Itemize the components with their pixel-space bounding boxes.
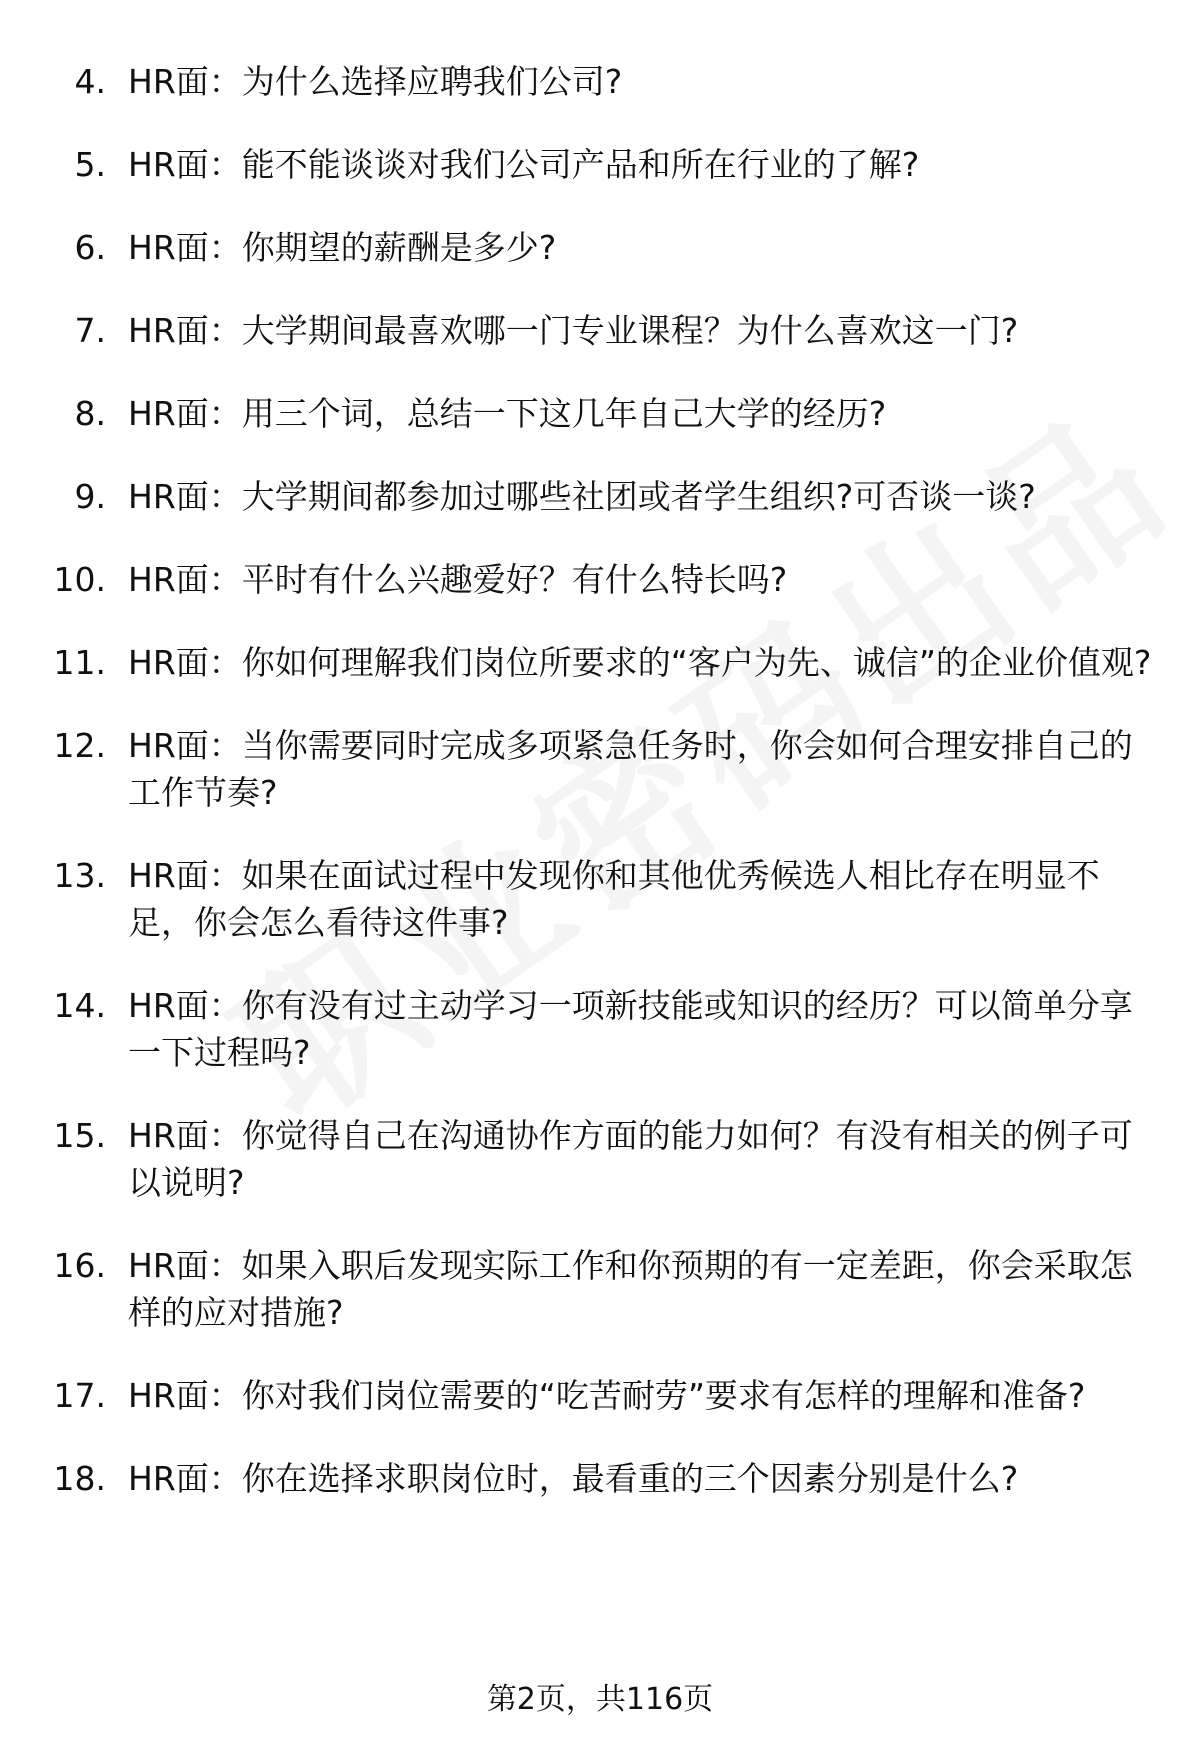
item-number: 15. <box>53 1116 106 1155</box>
item-text: HR面：你有没有过主动学习一项新技能或知识的经历？可以简单分享一下过程吗? <box>128 986 1133 1072</box>
list-item <box>0 390 1200 437</box>
item-text: HR面：你如何理解我们岗位所要求的“客户为先、诚信”的企业价值观? <box>128 643 1152 682</box>
item-number: 16. <box>53 1246 106 1285</box>
list-item <box>0 307 1200 354</box>
item-number: 9. <box>74 477 106 516</box>
item-text: HR面：用三个词，总结一下这几年自己大学的经历? <box>128 394 887 433</box>
list-item <box>0 224 1200 271</box>
item-text: HR面：能不能谈谈对我们公司产品和所在行业的了解? <box>128 145 920 184</box>
item-text: HR面：你在选择求职岗位时，最看重的三个因素分别是什么? <box>128 1459 1019 1498</box>
item-number: 17. <box>53 1376 106 1415</box>
item-text: HR面：大学期间都参加过哪些社团或者学生组织?可否谈一谈? <box>128 477 1036 516</box>
item-number: 5. <box>74 145 106 184</box>
list-item <box>0 58 1200 105</box>
item-text: HR面：为什么选择应聘我们公司? <box>128 62 623 101</box>
item-text: HR面：大学期间最喜欢哪一门专业课程？为什么喜欢这一门? <box>128 311 1019 350</box>
list-item <box>0 1455 1200 1502</box>
list-item <box>0 1112 1200 1206</box>
list-item <box>0 722 1200 816</box>
item-number: 8. <box>74 394 106 433</box>
item-text: HR面：当你需要同时完成多项紧急任务时，你会如何合理安排自己的工作节奏? <box>128 726 1133 812</box>
item-number: 14. <box>53 986 106 1025</box>
list-item <box>0 473 1200 520</box>
item-text: HR面：如果在面试过程中发现你和其他优秀候选人相比存在明显不足，你会怎么看待这件事? <box>128 856 1100 942</box>
item-text: HR面：如果入职后发现实际工作和你预期的有一定差距，你会采取怎样的应对措施? <box>128 1246 1133 1332</box>
list-item <box>0 141 1200 188</box>
item-number: 4. <box>74 62 106 101</box>
question-list <box>0 58 1200 1538</box>
item-number: 18. <box>53 1459 106 1498</box>
page-footer <box>0 1680 1200 1720</box>
page-number: 第2页，共116页 <box>486 1682 714 1717</box>
item-text: HR面：你觉得自己在沟通协作方面的能力如何？有没有相关的例子可以说明? <box>128 1116 1133 1202</box>
item-number: 12. <box>53 726 106 765</box>
item-text: HR面：你对我们岗位需要的“吃苦耐劳”要求有怎样的理解和准备? <box>128 1376 1086 1415</box>
list-item <box>0 1372 1200 1419</box>
item-number: 10. <box>53 560 106 599</box>
list-item <box>0 1242 1200 1336</box>
item-text: HR面：平时有什么兴趣爱好？有什么特长吗? <box>128 560 788 599</box>
item-number: 13. <box>53 856 106 895</box>
list-item <box>0 982 1200 1076</box>
list-item <box>0 852 1200 946</box>
item-number: 6. <box>74 228 106 267</box>
item-number: 11. <box>53 643 106 682</box>
item-number: 7. <box>74 311 106 350</box>
list-item <box>0 639 1200 686</box>
item-text: HR面：你期望的薪酬是多少? <box>128 228 557 267</box>
list-item <box>0 556 1200 603</box>
